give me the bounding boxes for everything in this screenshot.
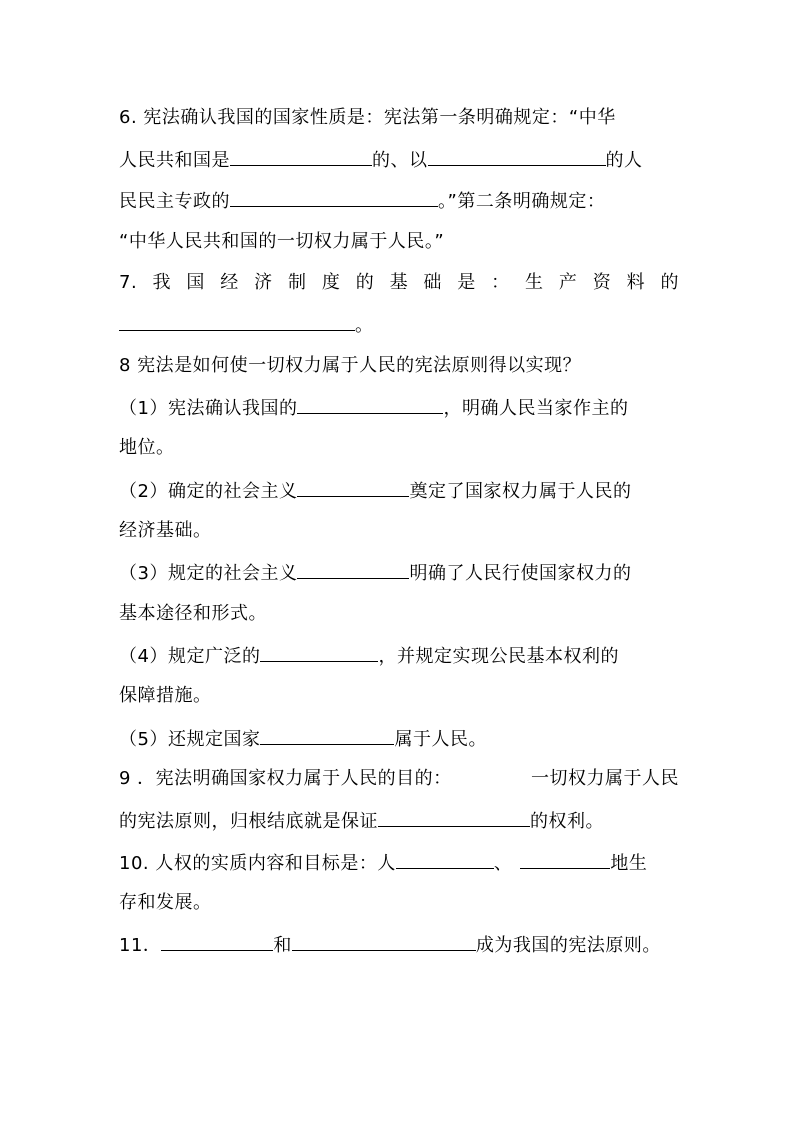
q8-item4-text-b: ，并规定实现公民基本权利的 (378, 646, 619, 667)
q10-text-2: 存和发展。 (119, 892, 212, 913)
q7-char: ： (491, 272, 510, 293)
q8-item3-line1 (119, 558, 679, 588)
q9-text-1a: 9 ．宪法明确国家权力属于人民的目的： (119, 768, 452, 789)
q6-blank-1[interactable] (230, 145, 372, 166)
q7-char: 资 (592, 272, 612, 293)
q11-blank-2[interactable] (292, 930, 476, 951)
q9-line1 (119, 765, 679, 793)
q7-text-2: 。 (355, 315, 374, 336)
q11-text-1b: 和 (273, 935, 292, 956)
q7-char: 基 (389, 272, 409, 293)
q9-line2 (119, 806, 679, 836)
q10-line2 (119, 889, 679, 917)
q8-title-text: 8 宪法是如何使一切权力属于人民的宪法原则得以实现？ (119, 355, 582, 376)
q8-item3-text-c: 基本途径和形式。 (119, 603, 267, 624)
q6-text-4: “中华人民共和国的一切权力属于人民。” (119, 231, 445, 252)
q8-item2-line1 (119, 476, 679, 506)
q8-item5-text-b: 属于人民。 (394, 729, 487, 750)
q11-text-1c: 成为我国的宪法原则。 (475, 935, 661, 956)
q8-item3-blank[interactable] (297, 558, 409, 579)
q7-char: 我 (152, 272, 172, 293)
q7-char: 产 (558, 272, 578, 293)
q8-item5-line1 (119, 724, 679, 754)
q8-item4-text-a: （4）规定广泛的 (119, 646, 261, 667)
q8-item1-line1 (119, 393, 679, 423)
q7-char: 是 (457, 272, 476, 293)
q6-text-3a: 民民主专政的 (119, 191, 230, 212)
q7-char: 生 (525, 272, 544, 293)
q9-text-2a: 的宪法原则，归根结底就是保证 (119, 811, 378, 832)
q7-char: 料 (626, 272, 646, 293)
q8-item4-text-c: 保障措施。 (119, 685, 212, 706)
q7-line1 (119, 269, 679, 297)
q7-char: 的 (660, 272, 679, 293)
q10-blank-1[interactable] (396, 848, 494, 869)
q8-item5-text-a: （5）还规定国家 (119, 729, 261, 750)
q10-blank-2[interactable] (520, 848, 610, 869)
q8-item2-blank[interactable] (297, 476, 409, 497)
q6-blank-2[interactable] (428, 145, 606, 166)
q6-text-2c: 的人 (605, 150, 643, 171)
q8-item3-text-b: 明确了人民行使国家权力的 (409, 563, 632, 584)
q7-char: 经 (220, 272, 239, 293)
q8-item2-line2 (119, 517, 679, 545)
q6-line4 (119, 228, 679, 256)
q6-line3 (119, 186, 679, 216)
q11-line1 (119, 930, 679, 960)
q9-text-1b: 一切权力属于人民 (531, 768, 679, 789)
q10-line1 (119, 848, 679, 878)
q6-text-3b: 。”第二条明确规定： (438, 191, 606, 212)
q7-char: 国 (186, 272, 205, 293)
q7-char: 度 (321, 272, 341, 293)
q8-item2-text-b: 奠定了国家权力属于人民的 (409, 481, 632, 502)
q8-item1-line2 (119, 434, 679, 462)
q7-char: 础 (423, 272, 442, 293)
q8-item1-text-a: （1）宪法确认我国的 (119, 398, 298, 419)
q8-item2-text-c: 经济基础。 (119, 520, 212, 541)
q6-line2 (119, 145, 679, 175)
q8-item4-line2 (119, 682, 679, 710)
q8-item4-line1 (119, 641, 679, 671)
q7-char: 7. (119, 272, 138, 293)
q7-line2 (119, 310, 679, 340)
q7-blank-1[interactable] (119, 310, 355, 331)
q8-item1-text-c: 地位。 (119, 437, 175, 458)
q10-text-1c: 地生 (610, 853, 648, 874)
q8-item5-blank[interactable] (260, 724, 394, 745)
q8-item2-text-a: （2）确定的社会主义 (119, 481, 298, 502)
q10-text-1b: 、 (493, 853, 513, 874)
q6-text-1: 6. 宪法确认我国的国家性质是：宪法第一条明确规定：“中华 (119, 107, 616, 128)
q7-char: 济 (254, 272, 273, 293)
q8-item1-blank[interactable] (297, 393, 443, 414)
q6-text-2b: 的、以 (372, 150, 428, 171)
q6-blank-3[interactable] (230, 186, 438, 207)
q7-char: 的 (355, 272, 375, 293)
q11-text-1a: 11． (119, 935, 162, 956)
q8-title (119, 352, 679, 380)
q8-item1-text-b: ，明确人民当家作主的 (443, 398, 629, 419)
q6-line1 (119, 104, 679, 132)
q9-blank-1[interactable] (378, 806, 530, 827)
q9-text-2b: 的权利。 (530, 811, 604, 832)
q6-text-2a: 人民共和国是 (119, 150, 230, 171)
q8-item4-blank[interactable] (260, 641, 378, 662)
q8-item3-line2 (119, 600, 679, 628)
q8-item3-text-a: （3）规定的社会主义 (119, 563, 298, 584)
q11-blank-1[interactable] (161, 930, 273, 951)
q10-text-1a: 10. 人权的实质内容和目标是：人 (119, 853, 396, 874)
q7-char: 制 (287, 272, 307, 293)
